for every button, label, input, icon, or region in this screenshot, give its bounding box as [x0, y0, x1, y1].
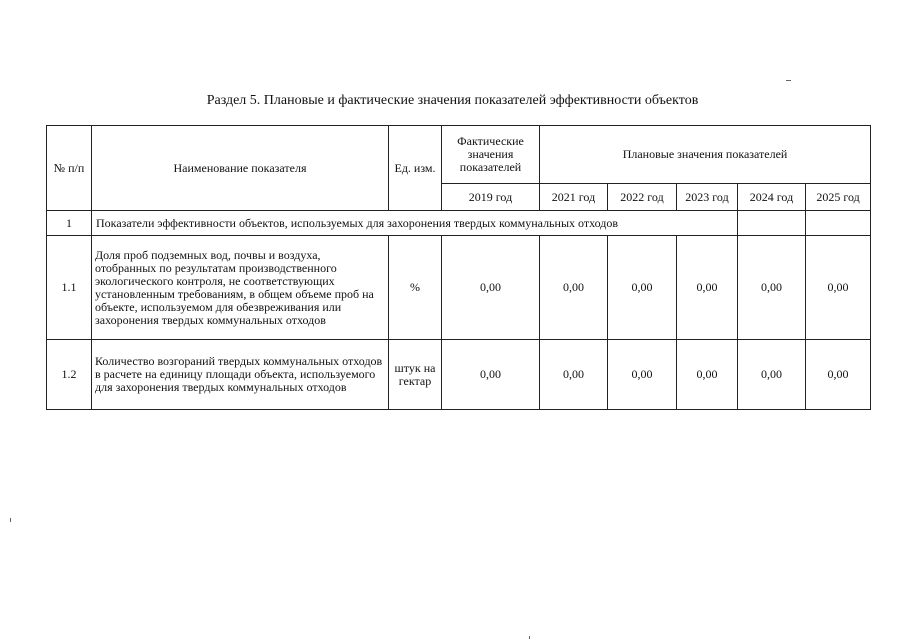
row-num: 1.1 — [47, 236, 92, 340]
row-value: 0,00 — [677, 340, 738, 410]
header-actual: Фактические значения показателей — [442, 126, 540, 184]
header-year: 2023 год — [677, 184, 738, 211]
row-value: 0,00 — [806, 236, 871, 340]
row-num: 1.2 — [47, 340, 92, 410]
row-value: 0,00 — [677, 236, 738, 340]
header-year: 2024 год — [738, 184, 806, 211]
row-value: 0,00 — [540, 340, 608, 410]
header-num: № п/п — [47, 126, 92, 211]
header-year: 2019 год — [442, 184, 540, 211]
row-value: 0,00 — [738, 340, 806, 410]
header-year: 2025 год — [806, 184, 871, 211]
empty-cell — [738, 211, 806, 236]
row-unit: штук на гектар — [389, 340, 442, 410]
header-year: 2022 год — [608, 184, 677, 211]
header-name: Наименование показателя — [92, 126, 389, 211]
empty-cell — [806, 211, 871, 236]
row-value: 0,00 — [540, 236, 608, 340]
section-num: 1 — [47, 211, 92, 236]
section-row — [47, 211, 871, 236]
row-value: 0,00 — [442, 340, 540, 410]
scan-speck — [786, 80, 791, 81]
row-value: 0,00 — [442, 236, 540, 340]
header-planned: Плановые значения показателей — [540, 126, 871, 184]
indicators-table — [46, 125, 871, 410]
header-unit: Ед. изм. — [389, 126, 442, 211]
row-value: 0,00 — [608, 236, 677, 340]
section-heading: Показатели эффективности объектов, используемых для захоронения твердых коммунальных отходов — [92, 211, 738, 236]
scan-speck — [10, 518, 11, 522]
section-title: Раздел 5. Плановые и фактические значения показателей эффективности объектов — [206, 93, 699, 108]
scan-speck — [529, 636, 530, 639]
header-row-1 — [47, 126, 871, 184]
row-value: 0,00 — [738, 236, 806, 340]
row-value: 0,00 — [608, 340, 677, 410]
header-year: 2021 год — [540, 184, 608, 211]
row-name: Доля проб подземных вод, почвы и воздуха, отобранных по результатам производственного экологического контроля, не соответствующих установленным требованиям, в общем объеме проб на объекте, используемом для обезвреживания или захоронения твердых коммунальных отходов — [92, 236, 389, 340]
row-name: Количество возгораний твердых коммунальных отходов в расчете на единицу площади объекта, используемого для захоронения твердых коммунальных отходов — [92, 340, 389, 410]
row-unit: % — [389, 236, 442, 340]
row-value: 0,00 — [806, 340, 871, 410]
table-row — [47, 340, 871, 410]
table-row — [47, 236, 871, 340]
